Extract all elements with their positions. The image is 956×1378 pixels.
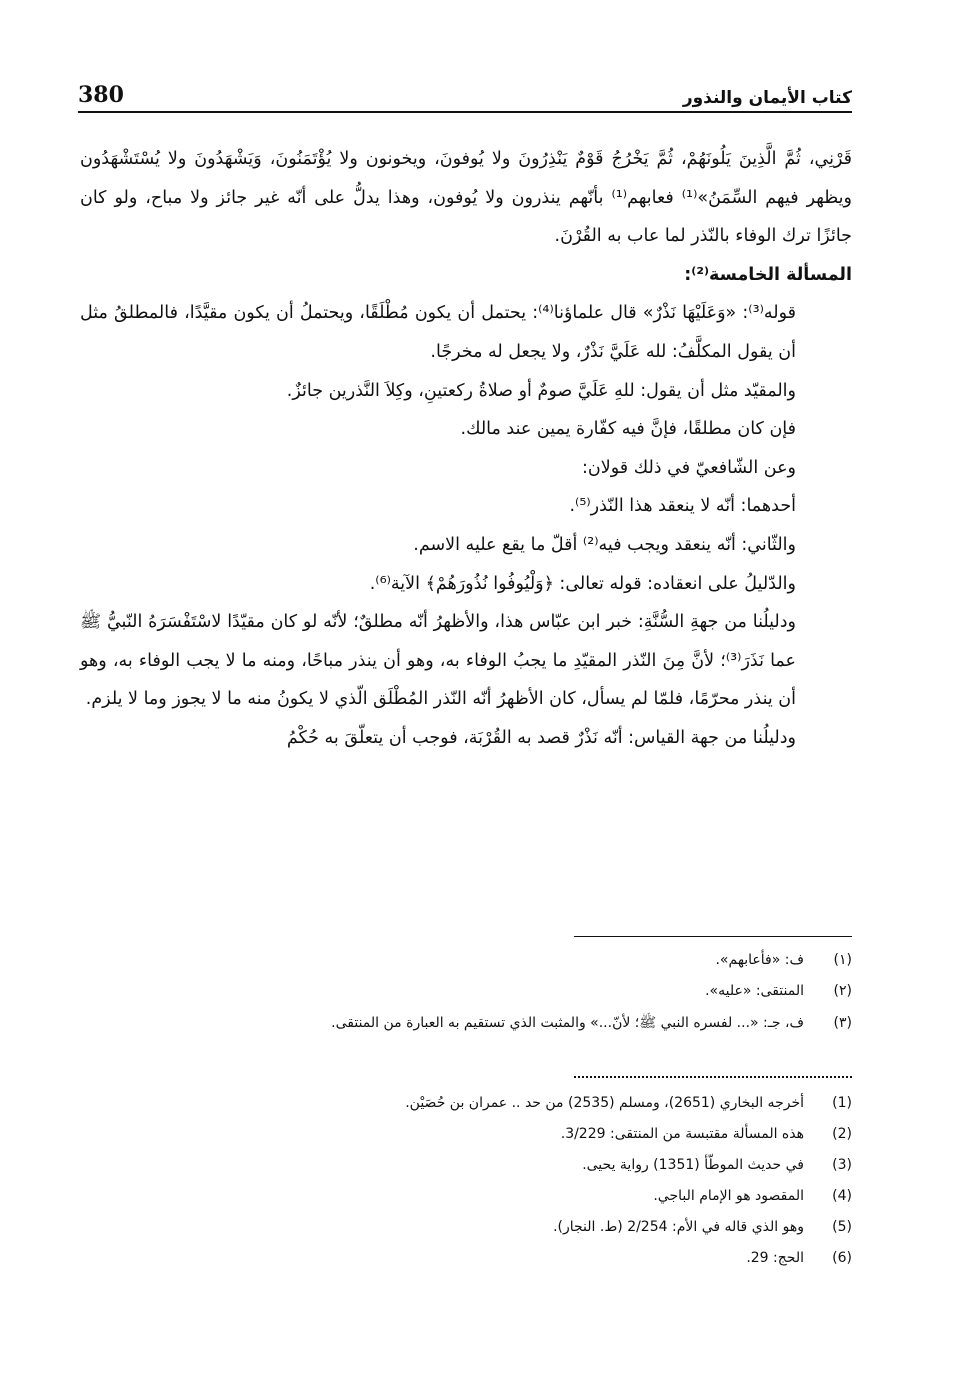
page-header <box>78 78 852 108</box>
footnote-item <box>100 1250 852 1281</box>
footnote-number: (1) <box>832 1095 852 1111</box>
footnote-item <box>100 1095 852 1126</box>
footnote-text: الحج: 29. <box>746 1250 804 1266</box>
footnote-number: (6) <box>832 1250 852 1266</box>
footnote-text: في حديث الموطّأ (1351) رواية يحيى. <box>582 1157 804 1173</box>
footnote-dotted-divider <box>574 1076 852 1078</box>
section-heading: المسألة الخامسة⁽²⁾: <box>684 264 852 285</box>
footnote-item <box>100 952 852 983</box>
paragraph-9: ودليلُنا من جهةِ السُّنَّةِ: خبر ابن عبّاس هذا، والأظهرُ أنّه مطلقٌ؛ لأنّه لو كان مقيّدًا لاسْتَفْسَرَهُ النّبيُّ ﷺ عما نَذَرَ⁽³⁾؛ لأنَّ مِنَ النّذر المقيّدِ ما يجبُ الوفاء به، وهو أن ينذر مباحًا، ومنه ما لا يجب الوفاء به، وهو أن ينذر محرّمًا، فلمّا لم يسأل، كان الأظهرُ أنّه النّذر المُطْلَق الّذي لا يكونُ منه ما لا يجوز وما لا يلزم. <box>80 612 796 710</box>
paragraph-3: والمقيّد مثل أن يقول: للهِ عَلَيَّ صومٌ أو صلاةُ ركعتينِ، وكِلاَ النَّذرين جائزٌ. <box>286 380 796 401</box>
footnote-number: (4) <box>832 1188 852 1204</box>
page-number: 380 <box>78 82 124 108</box>
paragraph-7: والثّاني: أنّه ينعقد ويجب فيه⁽²⁾ أقلّ ما يقع عليه الاسم. <box>413 534 796 555</box>
footnote-divider <box>574 936 852 937</box>
footnote-number: (3) <box>832 1157 852 1173</box>
paragraph-10: ودليلُنا من جهة القياس: أنّه نَذْرٌ قصد به القُرْبَة، فوجب أن يتعلّقَ به حُكْمُ <box>286 727 796 748</box>
footnote-item <box>100 1014 852 1045</box>
main-text <box>80 140 852 758</box>
footnote-item <box>100 1126 852 1157</box>
footnote-text: أخرجه البخاري (2651)، ومسلم (2535) من حد .. عمران بن حُصَيْن. <box>405 1095 804 1111</box>
footnote-item <box>100 1157 852 1188</box>
paragraph-1: قَرْنِي، ثُمَّ الَّذِينَ يَلُونَهُمْ، ثُمَّ يَخْرُجُ قَوْمٌ يَنْذِرُونَ ولا يُوفونَ، ويخونون ولا يُؤْتَمَنُونَ، وَيَشْهَدُونَ ولا يُسْتَشْهَدُون ويظهر فيهم السِّمَنُ»⁽¹⁾ فعابهم⁽¹⁾ بأنّهم ينذرون ولا يُوفون، وهذا يدلُّ على أنّه غير جائز ولا مباح، ولو كان جائزًا ترك الوفاء بالنّذر لما عاب به القُرْنَ. <box>80 149 852 247</box>
footnote-number: (٢) <box>833 983 852 999</box>
footnote-number: (٣) <box>833 1015 852 1031</box>
footnote-text: ف، جـ: «... لفسره النبي ﷺ؛ لأنّ...» والمثبت الذي تستقيم به العبارة من المنتقى. <box>331 1015 804 1031</box>
footnote-number: (2) <box>832 1126 852 1142</box>
header-divider <box>78 111 852 113</box>
paragraph-2: قوله⁽³⁾: «وَعَلَيْهَا نَذْرٌ» قال علماؤنا⁽⁴⁾: يحتمل أن يكون مُطْلَقًا، ويحتملُ أن يكون مقيَّدًا، فالمطلقُ مثل أن يقول المكلَّفُ: لله عَلَيَّ نَذْرٌ، ولا يجعل له مخرجًا. <box>80 303 797 362</box>
source-footnotes <box>100 1095 852 1281</box>
footnote-text: وهو الذي قاله في الأم: 2/254 (ط. النجار). <box>553 1219 804 1235</box>
paragraph-5: وعن الشّافعيّ في ذلك قولان: <box>582 457 796 478</box>
footnote-text: هذه المسألة مقتبسة من المنتقى: 3/229. <box>560 1126 804 1142</box>
footnote-text: ف: «فأعابهم». <box>715 952 804 968</box>
footnote-number: (5) <box>832 1219 852 1235</box>
running-title: كتاب الأيمان والنذور <box>682 88 852 108</box>
footnote-item <box>100 1219 852 1250</box>
variant-footnotes <box>100 952 852 1045</box>
paragraph-8: والدّليلُ على انعقاده: قوله تعالى: ﴿وَلْيُوفُوا نُذُورَهُمْ﴾ الآية⁽⁶⁾. <box>369 573 796 594</box>
paragraph-6: أحدهما: أنّه لا ينعقد هذا النّذر⁽⁵⁾. <box>569 496 796 517</box>
footnote-text: المنتقى: «عليه». <box>705 983 804 999</box>
paragraph-4: فإن كان مطلقًا، فإنَّ فيه كفّارة يمين عند مالك. <box>460 419 796 440</box>
footnote-text: المقصود هو الإمام الباجي. <box>653 1188 804 1204</box>
footnote-item <box>100 1188 852 1219</box>
footnote-item <box>100 983 852 1014</box>
footnote-number: (١) <box>833 952 852 968</box>
